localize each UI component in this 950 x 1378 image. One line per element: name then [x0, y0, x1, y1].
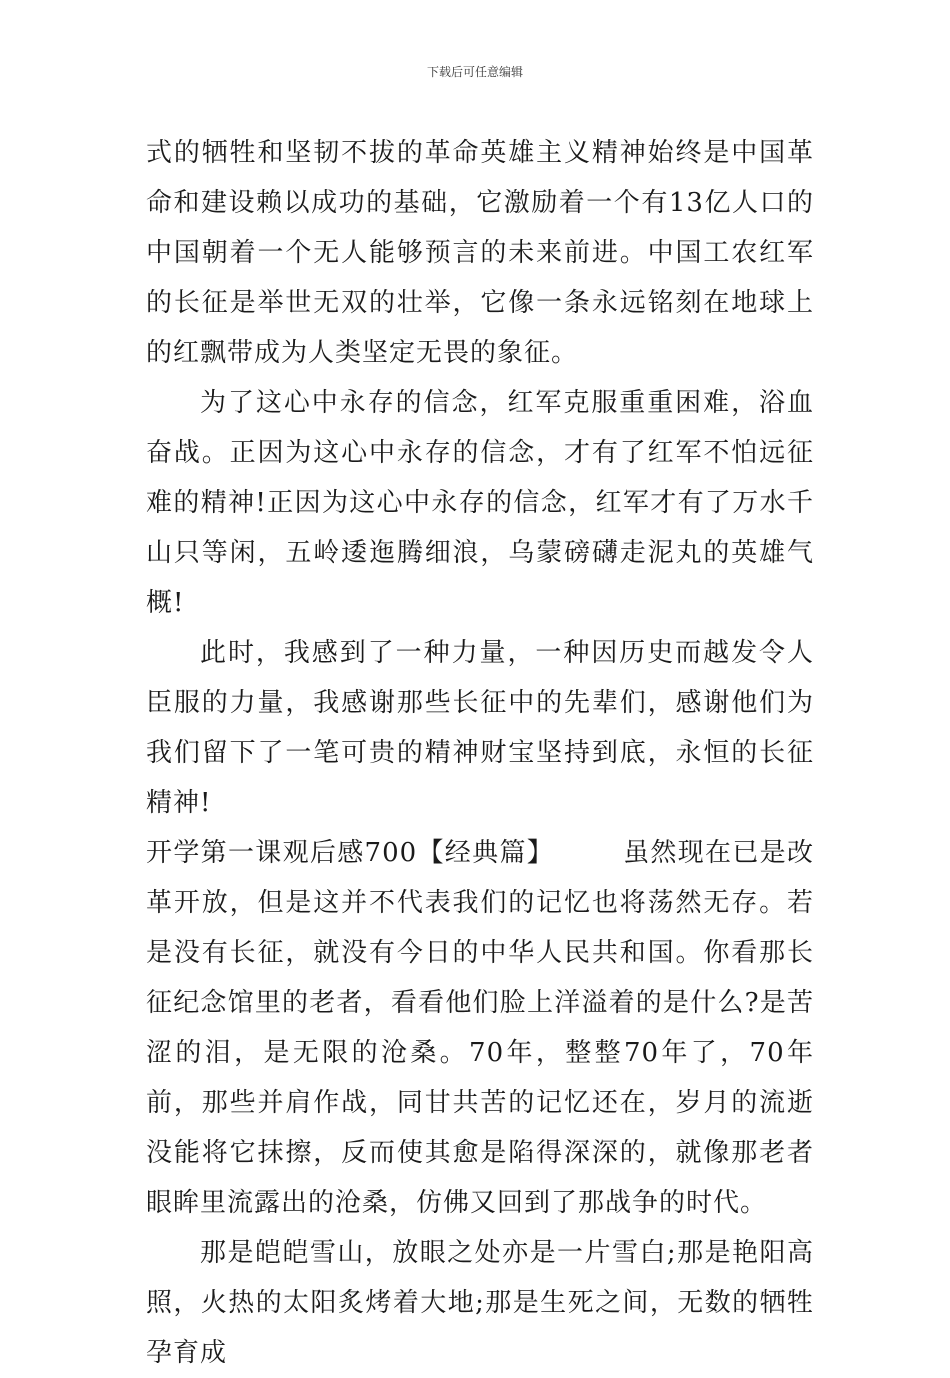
paragraph-3: 此时，我感到了一种力量，一种因历史而越发令人臣服的力量，我感谢那些长征中的先辈们，感谢他们为我们留下了一笔可贵的精神财宝坚持到底，永恒的长征精神! — [146, 638, 814, 818]
paragraph-4-text: 虽然现在已是改革开放，但是这并不代表我们的记忆也将荡然无存。若是没有长征，就没有今日的中华人民共和国。你看那长征纪念馆里的老者，看看他们脸上洋溢着的是什么?是苦涩的泪，是无限的沧桑。70年，整整70年了，70年前，那些并肩作战，同甘共苦的记忆还在，岁月的流逝没能将它抹擦，反而使其愈是陷得深深的，就像那老者眼眸里流露出的沧桑，仿佛又回到了那战争的时代。 — [146, 838, 814, 1218]
paragraph-4 — [146, 828, 814, 1228]
page-header: 下载后可任意编辑 — [426, 65, 523, 79]
paragraph-1: 式的牺牲和坚韧不拔的革命英雄主义精神始终是中国革命和建设赖以成功的基础，它激励着一个有13亿人口的中国朝着一个无人能够预言的未来前进。中国工农红军的长征是举世无双的壮举，它像一条永远铭刻在地球上的红飘带成为人类坚定无畏的象征。 — [146, 138, 814, 368]
section-heading: 开学第一课观后感700【经典篇】 — [146, 838, 542, 868]
heading-gap — [541, 838, 623, 868]
document-body — [146, 128, 814, 1378]
paragraph-2: 为了这心中永存的信念，红军克服重重困难，浴血奋战。正因为这心中永存的信念，才有了红军不怕远征难的精神!正因为这心中永存的信念，红军才有了万水千山只等闲，五岭逶迤腾细浪，乌蒙磅礴走泥丸的英雄气概! — [146, 388, 814, 618]
paragraph-5: 那是皑皑雪山，放眼之处亦是一片雪白;那是艳阳高照，火热的太阳炙烤着大地;那是生死之间，无数的牺牲孕育成 — [146, 1238, 814, 1368]
